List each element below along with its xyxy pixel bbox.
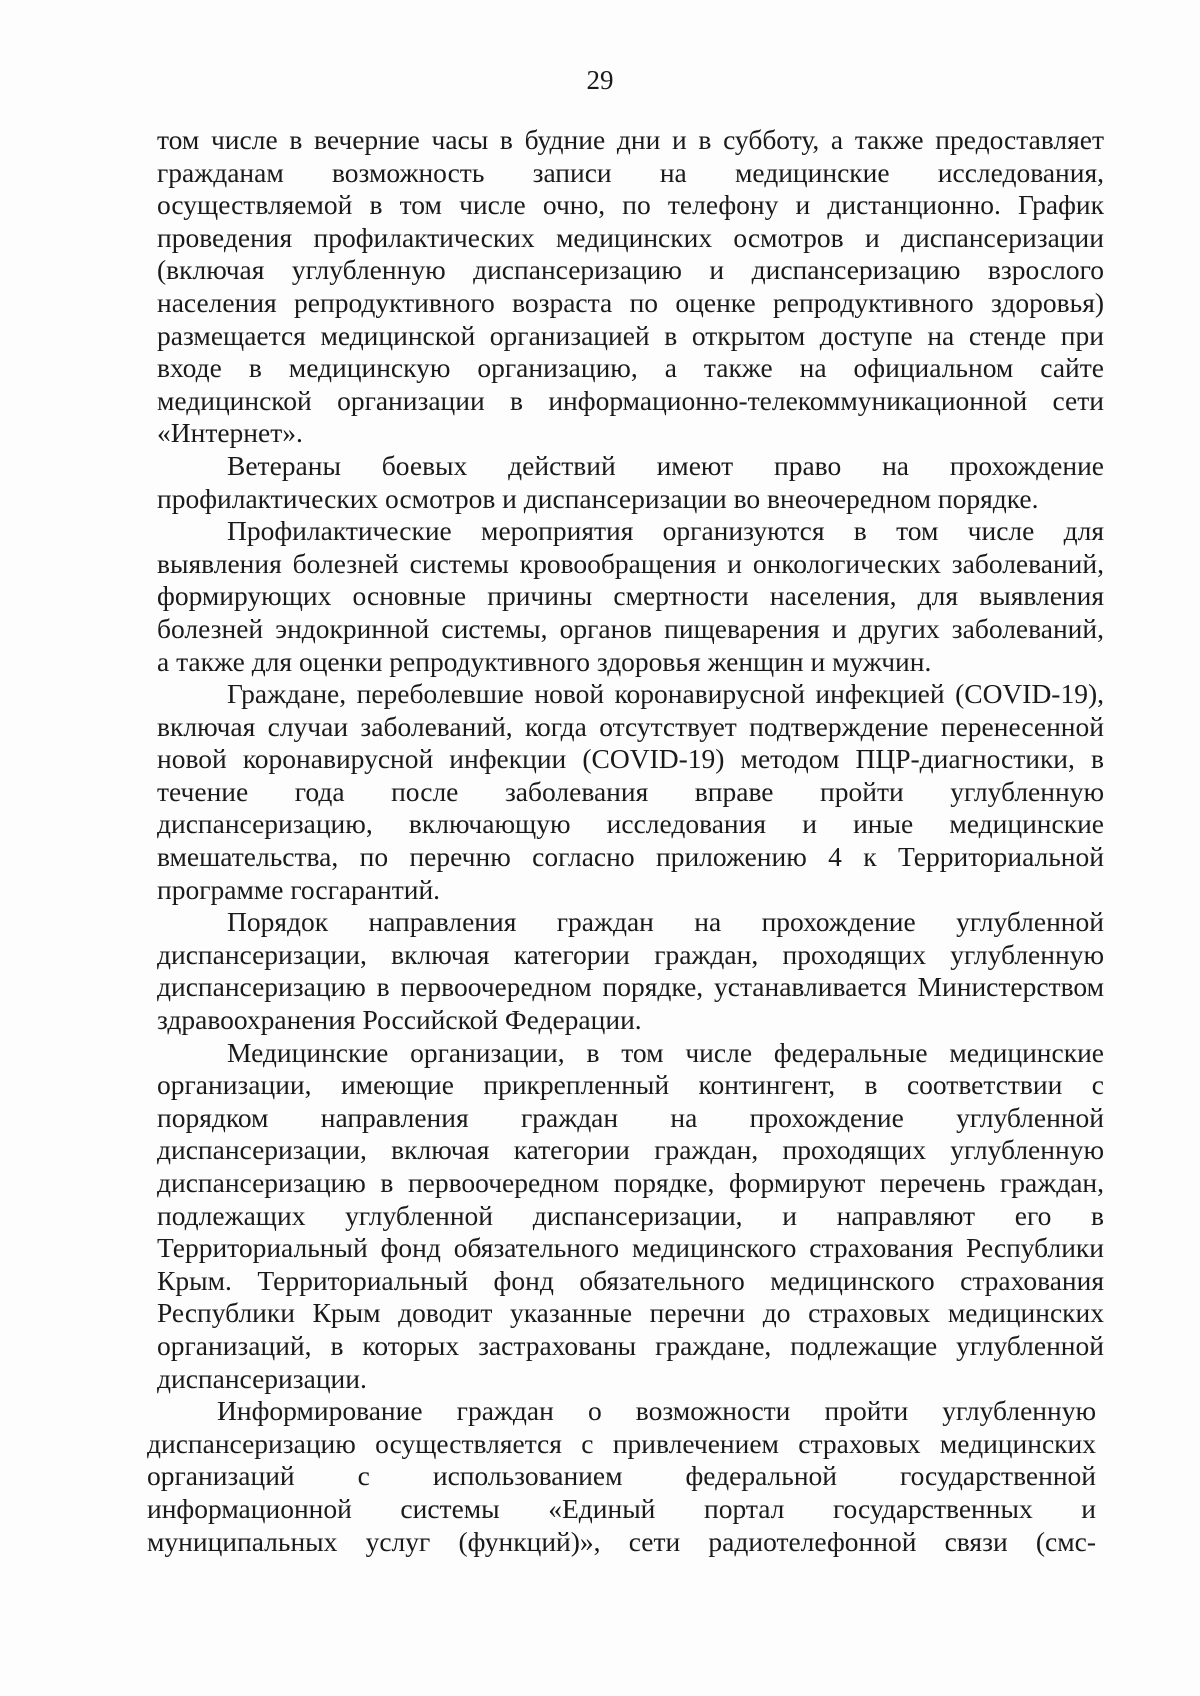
text-line: Ветераны боевых действий имеют право на прохождение — [227, 449, 1104, 481]
text-line: осуществляемой в том числе очно, по телефону и дистанционно. График — [157, 189, 1104, 221]
text-line: а также для оценки репродуктивного здоровья женщин и мужчин. — [157, 645, 932, 677]
text-line: Крым. Территориальный фонд обязательного медицинского страхования — [157, 1264, 1104, 1296]
text-line: организации, имеющие прикрепленный контингент, в соответствии с — [157, 1069, 1104, 1101]
text-line: организаций с использованием федеральной государственной — [147, 1460, 1096, 1492]
text-line: Информирование граждан о возможности пройти углубленную — [217, 1395, 1096, 1427]
text-line: формирующих основные причины смертности населения, для выявления — [157, 580, 1104, 612]
text-line: диспансеризации. — [157, 1362, 367, 1394]
paragraph — [157, 124, 1104, 450]
text-line: входе в медицинскую организацию, а также на официальном сайте — [157, 352, 1104, 384]
text-line: диспансеризацию в первоочередном порядке, формируют перечень граждан, — [157, 1167, 1104, 1198]
text-line: том числе в вечерние часы в будние дни и в субботу, а также предоставляет — [157, 124, 1104, 155]
text-line: течение года после заболевания вправе пройти углубленную — [157, 775, 1104, 807]
text-line: Территориальный фонд обязательного медицинского страхования Республики — [157, 1232, 1104, 1264]
text-line: организаций, в которых застрахованы граждане, подлежащие углубленной — [157, 1329, 1104, 1361]
text-line: диспансеризации, включая категории граждан, проходящих углубленную — [157, 938, 1104, 970]
text-line: (включая углубленную диспансеризацию и диспансеризацию взрослого — [157, 254, 1104, 286]
text-line: профилактических осмотров и диспансеризации во внеочередном порядке. — [157, 482, 1039, 514]
text-line: выявления болезней системы кровообращения и онкологических заболеваний, — [157, 547, 1104, 579]
text-line: программе госгарантий. — [157, 873, 441, 905]
page-number: 29 — [586, 65, 614, 95]
text-line: «Интернет». — [157, 417, 303, 449]
text-line: гражданам возможность записи на медицинские исследования, — [157, 156, 1104, 188]
document-body — [147, 124, 1104, 1558]
paragraph — [157, 906, 1104, 1036]
text-line: Профилактические мероприятия организуются в том числе для — [227, 515, 1104, 547]
paragraph — [157, 1037, 1104, 1396]
text-line: диспансеризацию в первоочередном порядке, устанавливается Министерством — [157, 971, 1104, 1003]
text-line: диспансеризацию, включающую исследования и иные медицинские — [157, 808, 1104, 840]
text-line: населения репродуктивного возраста по оценке репродуктивного здоровья) — [157, 286, 1104, 318]
text-line: вмешательства, по перечню согласно приложению 4 к Территориальной — [157, 841, 1104, 873]
paragraph — [157, 678, 1104, 906]
text-line: порядком направления граждан на прохождение углубленной — [157, 1101, 1104, 1133]
paragraph — [157, 450, 1104, 515]
text-line: информационной системы «Единый портал государственных и — [147, 1492, 1096, 1524]
text-line: диспансеризацию осуществляется с привлечением страховых медицинских — [147, 1427, 1096, 1459]
text-line: проведения профилактических медицинских осмотров и диспансеризации — [157, 221, 1104, 253]
paragraph — [157, 515, 1104, 678]
text-line: Порядок направления граждан на прохождение углубленной — [227, 906, 1104, 938]
text-line: новой коронавирусной инфекции (COVID-19) методом ПЦР-диагностики, в — [157, 743, 1104, 775]
text-line: подлежащих углубленной диспансеризации, и направляют его в — [157, 1199, 1104, 1231]
text-line: медицинской организации в информационно-телекоммуникационной сети — [157, 384, 1104, 416]
text-line: диспансеризации, включая категории граждан, проходящих углубленную — [157, 1134, 1104, 1166]
paragraph — [147, 1395, 1104, 1558]
text-line: Граждане, переболевшие новой коронавирусной инфекцией (COVID-19), — [227, 678, 1104, 710]
text-line: здравоохранения Российской Федерации. — [157, 1004, 642, 1036]
text-line: размещается медицинской организацией в открытом доступе на стенде при — [157, 319, 1104, 351]
text-line: муниципальных услуг (функций)», сети радиотелефонной связи (смс- — [147, 1525, 1096, 1557]
text-line: болезней эндокринной системы, органов пищеварения и других заболеваний, — [157, 612, 1104, 644]
text-line: Республики Крым доводит указанные перечни до страховых медицинских — [157, 1297, 1104, 1329]
text-line: включая случаи заболеваний, когда отсутствует подтверждение перенесенной — [157, 710, 1104, 742]
text-line: Медицинские организации, в том числе федеральные медицинские — [227, 1036, 1104, 1068]
